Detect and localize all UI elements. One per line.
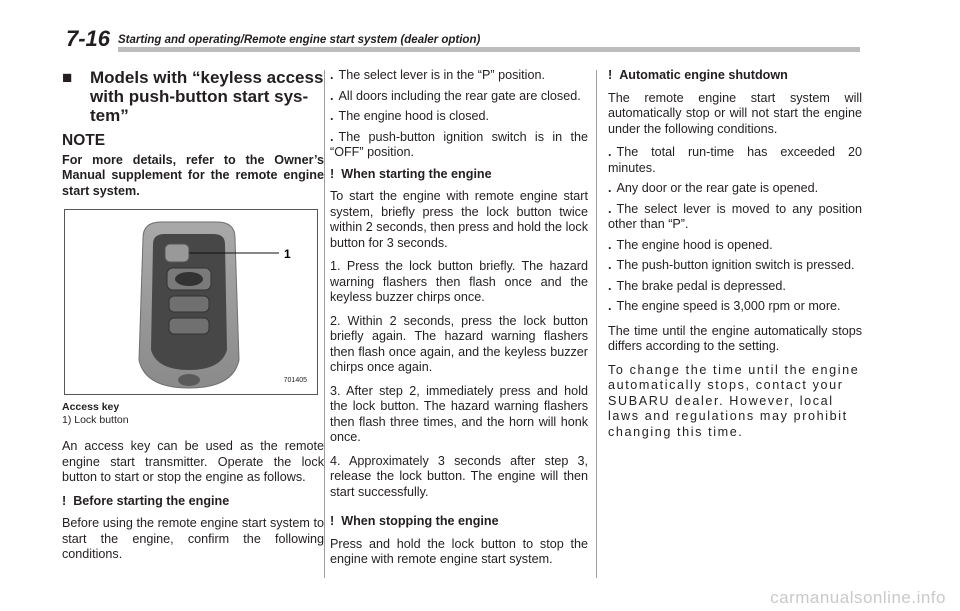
subheading: [608, 68, 862, 84]
bullet-icon: .: [608, 299, 612, 313]
paragraph: An access key can be used as the remote engine start transmitter. Operate the lock button to start or stop the engine as follows.: [62, 439, 324, 484]
section-title-text: Models with “keyless access with push-button start sys-tem”: [90, 68, 324, 125]
subheading-text: When stopping the engine: [341, 514, 499, 528]
figure-code: 701405: [283, 376, 307, 384]
bullet-icon: .: [330, 109, 334, 123]
subheading: [330, 167, 588, 183]
list-item-text: The select lever is in the “P” position.: [338, 68, 545, 82]
page-header: [66, 26, 860, 54]
figure-caption-title: Access key: [62, 401, 120, 413]
list-item: [608, 279, 862, 295]
list-item-text: Any door or the rear gate is opened.: [616, 181, 819, 195]
bullet-icon: .: [608, 258, 612, 272]
list-item: [608, 258, 862, 274]
paragraph: To change the time until the engine automatically stops, contact your SUBARU dealer. However, local laws and regulations may prohibit changing this time.: [608, 362, 860, 439]
bullet-icon: .: [608, 181, 612, 195]
section-marker-icon: ■: [62, 68, 73, 87]
access-key-figure: [64, 209, 318, 395]
column-3: [608, 68, 862, 448]
callout-number: 1: [284, 247, 291, 261]
list-item: [608, 299, 862, 315]
paragraph: The time until the engine automatically stops differs according to the setting.: [608, 323, 862, 353]
step-item: 1. Press the lock button briefly. The hazard warning flashers then flash once and the keyless buzzer chirps once.: [330, 259, 588, 304]
list-item-text: The push-button ignition switch is pressed.: [616, 258, 855, 272]
header-rule: [118, 47, 860, 52]
subheading: [330, 514, 588, 530]
bullet-icon: .: [608, 201, 612, 216]
paragraph: Before using the remote engine start system to start the engine, confirm the following conditions.: [62, 516, 324, 561]
column-1: [62, 68, 324, 571]
list-item-text: All doors including the rear gate are closed.: [338, 88, 581, 103]
list-item-text: The select lever is moved to any position other than “P”.: [608, 201, 862, 231]
subheading: [62, 494, 324, 510]
exclamation-icon: !: [608, 68, 613, 82]
paragraph: Press and hold the lock button to stop the engine with remote engine start system.: [330, 536, 588, 566]
note-heading: NOTE: [62, 132, 106, 149]
list-item: [330, 130, 588, 161]
running-title: Starting and operating/Remote engine start system (dealer option): [118, 34, 481, 46]
exclamation-icon: !: [62, 493, 67, 508]
bullet-icon: .: [330, 68, 334, 82]
column-divider: [596, 70, 597, 578]
note-body: For more details, refer to the Owner’s Manual supplement for the remote engine start system.: [62, 152, 324, 198]
list-item: [608, 202, 862, 233]
exclamation-icon: !: [330, 514, 335, 528]
page-number: 7-16: [66, 26, 111, 51]
column-divider: [324, 70, 325, 578]
exclamation-icon: !: [330, 166, 335, 181]
list-item-text: The engine hood is closed.: [338, 109, 490, 123]
list-item: [330, 68, 588, 84]
list-item: [330, 89, 588, 105]
list-item: [330, 109, 588, 125]
bullet-icon: .: [330, 129, 334, 144]
bullet-icon: .: [330, 88, 334, 103]
list-item: [608, 181, 862, 197]
step-item: 4. Approximately 3 seconds after step 3, release the lock button. The engine will then start successfully.: [330, 453, 588, 499]
figure-caption-item: 1) Lock button: [62, 414, 129, 426]
paragraph: To start the engine with remote engine start system, briefly press the lock button twice within 2 seconds, then press and hold the lock button for 3 seconds.: [330, 189, 588, 250]
list-item-text: The engine speed is 3,000 rpm or more.: [616, 299, 841, 313]
list-item-text: The total run-time has exceeded 20 minutes.: [608, 145, 862, 175]
bullet-icon: .: [608, 278, 612, 293]
list-item-text: The push-button ignition switch is in the “OFF” position.: [330, 129, 588, 159]
watermark: carmanualsonline.info: [770, 588, 946, 607]
subheading-text: Before starting the engine: [73, 493, 230, 508]
subheading-text: Automatic engine shutdown: [619, 68, 788, 82]
bullet-icon: .: [608, 145, 612, 159]
list-item-text: The engine hood is opened.: [616, 237, 773, 252]
list-item: [608, 238, 862, 254]
list-item: [608, 145, 862, 176]
bullet-icon: .: [608, 237, 612, 252]
paragraph: The remote engine start system will automatically stop or will not start the engine under the following conditions.: [608, 90, 862, 136]
access-key-illustration: [65, 210, 317, 394]
list-item-text: The brake pedal is depressed.: [616, 278, 786, 293]
step-item: 3. After step 2, immediately press and hold the lock button. The hazard warning flashers then flash three times, and the horn will honk once.: [330, 383, 588, 444]
column-2: [330, 68, 588, 576]
section-title: [62, 68, 324, 125]
step-item: 2. Within 2 seconds, press the lock button briefly again. The hazard warning flashers then flash once again, and the keyless buzzer chirps once again.: [330, 313, 588, 374]
subheading-text: When starting the engine: [341, 166, 492, 181]
